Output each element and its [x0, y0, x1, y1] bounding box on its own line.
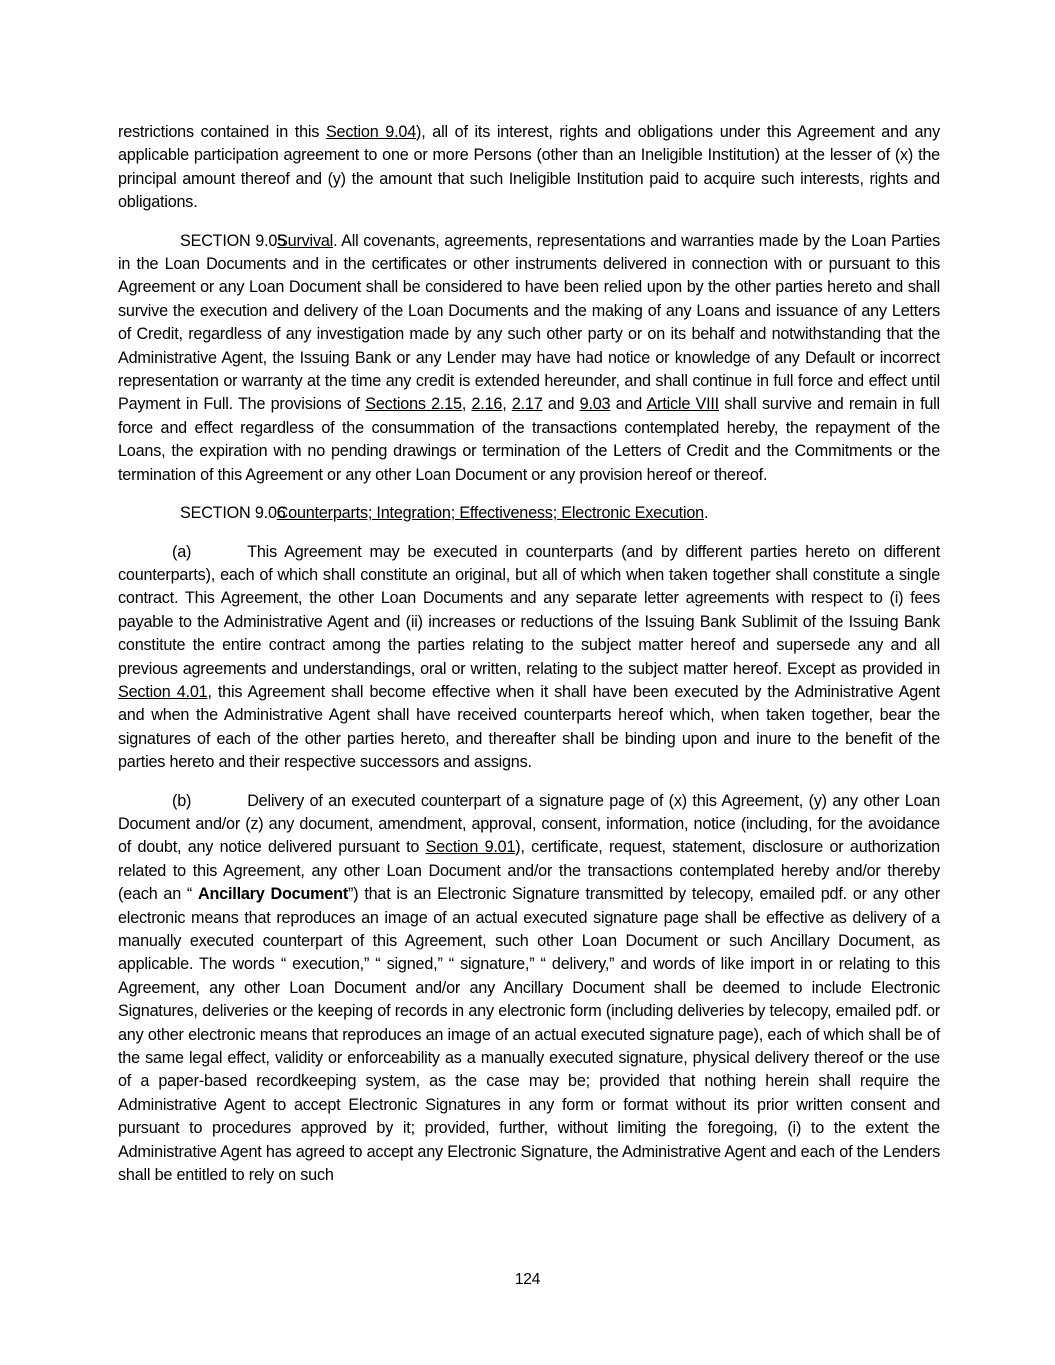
section-label: SECTION 9.06: [180, 504, 286, 523]
paragraph-text: shall survive and remain in full force and effect regardless of the consummation of the transactions contemplated hereby, the repayment of the Loans, the expiration with no pending drawings or termination of the Letters of Credit and the Commitments or the termination of this Agreement or any other Loan Document or any provision hereof or thereof.: [118, 395, 940, 484]
paragraph-text: restrictions contained in this: [118, 123, 326, 141]
paragraph-section-9-05: [118, 230, 940, 487]
paragraph-text: and: [542, 395, 580, 414]
section-ref-2-17: 2.17: [511, 395, 543, 414]
section-ref-9-04: Section 9.04: [325, 123, 417, 141]
paragraph-text: ), all of its interest, rights and obligations under this Agreement and any applicable participation agreement to one or more Persons (other than an Ineligible Institution) at the lesser of (x) the principal amount thereof and (y) the amount that such Ineligible Institution paid to acquire such interests, rights and obligations.: [118, 123, 940, 212]
paragraph-b: [118, 790, 940, 1188]
paragraph-text: and: [610, 395, 647, 414]
defined-term-ancillary-document: Ancillary Document: [198, 885, 349, 904]
paragraph-text: ), certificate, request, statement, disclosure or authorization related to this Agreement, any other Loan Document and/or the transactions contemplated hereby and/or thereby (each an “: [118, 838, 940, 904]
paragraph-letter-label: (b): [172, 791, 192, 810]
article-ref-viii: Article VIII: [646, 395, 719, 414]
paragraph-text: Delivery of an executed counterpart of a signature page of (x) this Agreement, (y) any other Loan Document and/or (z) any document, amendment, approval, consent, information, notice (including, for the avoidance of doubt, any notice delivered pursuant to: [118, 791, 940, 857]
section-heading-survival: Survival: [277, 231, 334, 250]
paragraph-text: ”) that is an Electronic Signature transmitted by telecopy, emailed pdf. or any other electronic means that reproduces an image of an actual executed signature page shall be effective as delivery of a manually executed counterpart of this Agreement, such other Loan Document or such Ancillary Document, as applicable. The words “ execution,” “ signed,” “ signature,” “ delivery,” and words of like import in or relating to this Agreement, any other Loan Document and/or any Ancillary Document shall be deemed to include Electronic Signatures, deliveries or the keeping of records in any electronic form (including deliveries by telecopy, emailed pdf. or any other electronic means that reproduces an image of an actual executed signature page), each of which shall be of the same legal effect, validity or enforceability as a manually executed signature, physical delivery thereof or the use of a paper-based recordkeeping system, as the case may be; provided that nothing herein shall require the Administrative Agent to accept Electronic Signatures in any form or format without its prior written consent and pursuant to procedures approved by it; provided, further, without limiting the foregoing, (i) to the extent the Administrative Agent has agreed to accept any Electronic Signature, the Administrative Agent and each of the Lenders shall be entitled to rely on such: [118, 885, 941, 1185]
paragraph-a: [118, 541, 940, 775]
heading-period: .: [703, 504, 709, 523]
section-ref-9-01: Section 9.01: [425, 838, 516, 857]
document-text-block: [118, 121, 940, 1202]
section-ref-4-01: Section 4.01: [118, 682, 208, 701]
section-label: SECTION 9.05: [180, 231, 286, 250]
paragraph-letter-label: (a): [172, 542, 192, 561]
paragraph-section-9-06-heading: [118, 502, 940, 525]
paragraph-text: This Agreement may be executed in counterparts (and by different parties hereto on different counterparts), each of which shall constitute an original, but all of which when taken together shall constitute a single contract. This Agreement, the other Loan Documents and any separate letter agreements with respect to (i) fees payable to the Administrative Agent and (ii) increases or reductions of the Issuing Bank Sublimit of the Issuing Bank constitute the entire contract among the parties relating to the subject matter hereof and supersede any and all previous agreements and understandings, oral or written, relating to the subject matter hereof. Except as provided in: [118, 542, 940, 678]
section-ref-9-03: 9.03: [579, 395, 611, 414]
section-heading-counterparts: Counterparts; Integration; Effectiveness; Electronic Execution: [276, 504, 704, 523]
paragraph-text: ,: [461, 395, 472, 414]
section-ref-2-16: 2.16: [471, 395, 503, 414]
page-number: 124: [514, 1271, 541, 1288]
section-ref-2-15: Sections 2.15: [365, 395, 462, 414]
paragraph-text: , this Agreement shall become effective when it shall have been executed by the Administrative Agent and when the Administrative Agent shall have received counterparts hereof which, when taken together, bear the signatures of each of the other parties hereto, and thereafter shall be binding upon and inure to the benefit of the parties hereto and their respective successors and assigns.: [118, 682, 940, 772]
paragraph-text: . All covenants, agreements, representations and warranties made by the Loan Parties in the Loan Documents and in the certificates or other instruments delivered in connection with or pursuant to this Agreement or any Loan Document shall be considered to have been relied upon by the other parties hereto and shall survive the execution and delivery of the Loan Documents and the making of any Loans and issuance of any Letters of Credit, regardless of any investigation made by any such other party or on its behalf and notwithstanding that the Administrative Agent, the Issuing Bank or any Lender may have had notice or knowledge of any Default or incorrect representation or warranty at the time any credit is extended hereunder, and shall continue in full force and effect until Payment in Full. The provisions of: [118, 231, 940, 414]
paragraph-text: ,: [502, 395, 512, 414]
paragraph-continuation: [118, 121, 940, 215]
